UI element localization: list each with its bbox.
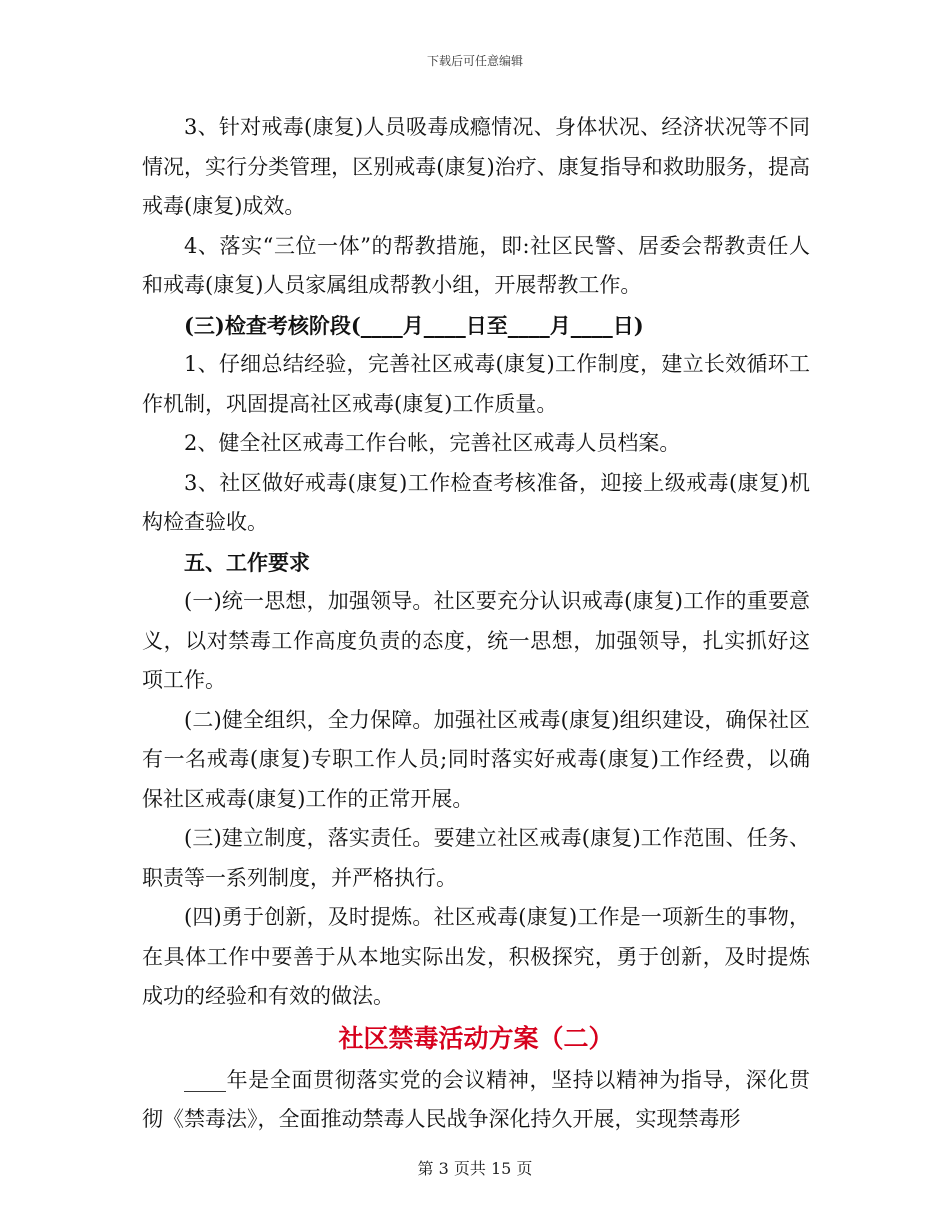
paragraph-inspection-3: 3、社区做好戒毒(康复)工作检查考核准备，迎接上级戒毒(康复)机构检查验收。 <box>142 470 810 534</box>
section-heading-work-requirements: 五、工作要求 <box>184 549 310 575</box>
page-header: 下载后可任意编辑 <box>426 54 523 68</box>
document-body <box>142 108 810 1140</box>
paragraph-requirement-2: (二)健全组织，全力保障。加强社区戒毒(康复)组织建设，确保社区有一名戒毒(康复)专职工作人员;同时落实好戒毒(康复)工作经费，以确保社区戒毒(康复)工作的正常开展。 <box>142 707 810 811</box>
paragraph-requirement-3: (三)建立制度，落实责任。要建立社区戒毒(康复)工作范围、任务、职责等一系列制度，并严格执行。 <box>142 826 810 890</box>
paragraph-measure-3: 3、针对戒毒(康复)人员吸毒成瘾情况、身体状况、经济状况等不同情况，实行分类管理，区别戒毒(康复)治疗、康复指导和救助服务，提高戒毒(康复)成效。 <box>142 115 810 218</box>
page-footer: 第 3 页共 15 页 <box>417 1159 533 1178</box>
paragraph-inspection-2: 2、健全社区戒毒工作台帐，完善社区戒毒人员档案。 <box>184 431 681 455</box>
section-heading-inspection-stage: (三)检查考核阶段(____月____日至____月____日) <box>184 312 644 338</box>
paragraph-inspection-1: 1、仔细总结经验，完善社区戒毒(康复)工作制度，建立长效循环工作机制，巩固提高社区戒毒(康复)工作质量。 <box>142 352 810 416</box>
paragraph-requirement-4: (四)勇于创新，及时提炼。社区戒毒(康复)工作是一项新生的事物，在具体工作中要善于从本地实际出发，积极探究，勇于创新，及时提炼成功的经验和有效的做法。 <box>142 905 810 1008</box>
document-title-part-2: 社区禁毒活动方案（二） <box>338 1023 614 1053</box>
paragraph-requirement-1: (一)统一思想，加强领导。社区要充分认识戒毒(康复)工作的重要意义，以对禁毒工作高度负责的态度，统一思想，加强领导，扎实抓好这项工作。 <box>142 589 810 692</box>
paragraph-intro-part-2: ____年是全面贯彻落实党的会议精神，坚持以精神为指导，深化贯彻《禁毒法》，全面推动禁毒人民战争深化持久开展，实现禁毒形 <box>142 1067 810 1131</box>
paragraph-measure-4: 4、落实“三位一体”的帮教措施，即:社区民警、居委会帮教责任人和戒毒(康复)人员家属组成帮教小组，开展帮教工作。 <box>142 233 810 297</box>
